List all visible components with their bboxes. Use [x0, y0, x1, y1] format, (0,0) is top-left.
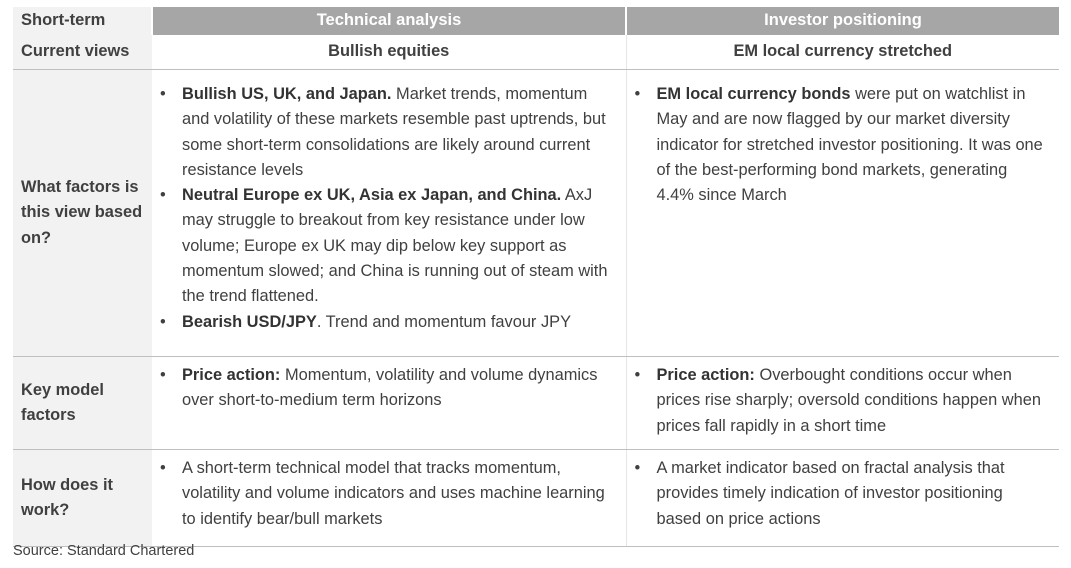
current-views-row — [13, 35, 1059, 70]
positioning-how-cell — [626, 450, 1059, 547]
views-table — [13, 7, 1059, 547]
bullet-lead: Price action: — [182, 366, 281, 384]
technical-model-list — [152, 363, 626, 414]
bullet-text: Momentum, volatility and volume dynamics over short-to-medium term horizons — [182, 366, 598, 410]
bullet-text: A short-term technical model that tracks momentum, volatility and volume indicators and uses machine learning to identify bear/bull markets — [182, 459, 605, 528]
investor-positioning-header: Investor positioning — [626, 7, 1059, 35]
technical-model-cell — [152, 357, 626, 450]
key-model-factors-row — [13, 357, 1059, 450]
bullet-lead: Neutral Europe ex UK, Asia ex Japan, and China. — [182, 186, 562, 205]
positioning-view: EM local currency stretched — [626, 35, 1059, 70]
bullet-item — [152, 363, 626, 414]
header-row — [13, 7, 1059, 35]
bullet-text: Overbought conditions occur when prices rise sharply; oversold conditions happen when prices fall rapidly in a short time — [656, 366, 1041, 435]
technical-factors-list — [152, 82, 626, 335]
bullet-lead: EM local currency bonds — [656, 85, 851, 103]
positioning-how-list — [627, 456, 1060, 532]
how-does-it-work-label: How does it work? — [13, 450, 152, 547]
technical-view: Bullish equities — [152, 35, 626, 70]
bullet-lead: Price action: — [656, 366, 755, 384]
bullet-item — [152, 456, 626, 532]
bullet-text: A market indicator based on fractal analysis that provides timely indication of investor positioning based on price actions — [656, 459, 1005, 528]
source-note: Source: Standard Chartered — [13, 543, 195, 559]
how-does-it-work-row — [13, 450, 1059, 547]
technical-factors-cell — [152, 70, 626, 357]
corner-label: Short-term — [13, 7, 152, 35]
bullet-text: . Trend and momentum favour JPY — [316, 312, 572, 331]
key-model-factors-label: Key model factors — [13, 357, 152, 450]
factors-label: What factors is this view based on? — [13, 70, 152, 357]
factors-row — [13, 70, 1059, 357]
positioning-factors-list — [627, 82, 1060, 208]
bullet-item — [152, 82, 626, 183]
bullet-text: AxJ may struggle to breakout from key resistance under low volume; Europe ex UK may dip below key support as momentum slowed; and China is running out of steam with the trend flattened. — [182, 186, 608, 306]
bullet-text: Market trends, momentum and volatility of these markets resemble past uptrends, but some short-term consolidations are likely around current resistance levels — [182, 85, 606, 179]
technical-how-list — [152, 456, 626, 532]
bullet-text: were put on watchlist in May and are now flagged by our market diversity indicator for stretched investor positioning. It was one of the best-performing bond markets, generating 4.4% since March — [656, 85, 1043, 205]
positioning-model-cell — [626, 357, 1059, 450]
bullet-item — [152, 310, 626, 335]
bullet-lead: Bullish US, UK, and Japan. — [182, 85, 392, 103]
current-views-label: Current views — [13, 35, 152, 70]
bullet-item — [152, 183, 626, 309]
bullet-item — [627, 363, 1060, 439]
bullet-item — [627, 456, 1060, 532]
positioning-model-list — [627, 363, 1060, 439]
technical-how-cell — [152, 450, 626, 547]
technical-analysis-header: Technical analysis — [152, 7, 626, 35]
bullet-item — [627, 82, 1060, 208]
bullet-lead: Bearish USD/JPY — [182, 312, 317, 331]
positioning-factors-cell — [626, 70, 1059, 357]
